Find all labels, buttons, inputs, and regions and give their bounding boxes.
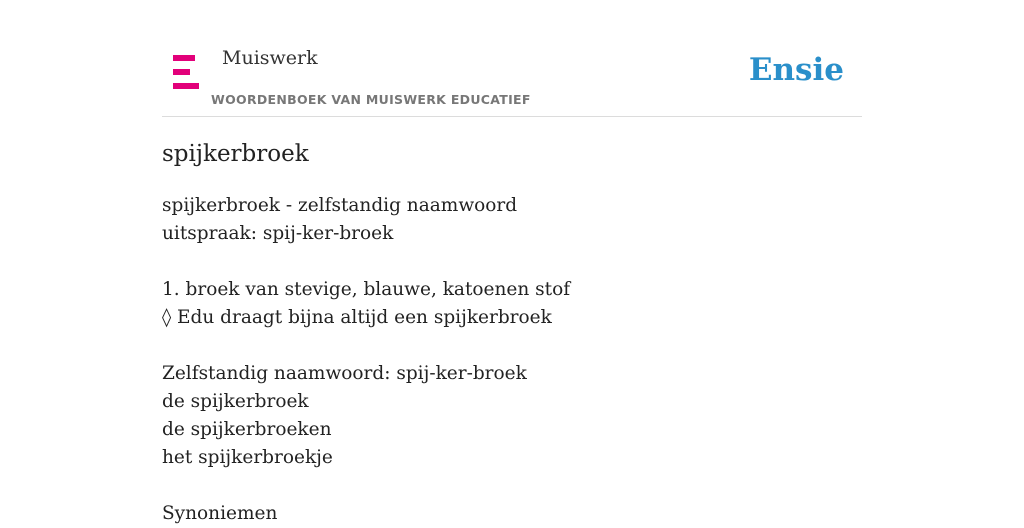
dictionary-entry xyxy=(162,192,570,528)
source-subtitle: WOORDENBOEK VAN MUISWERK EDUCATIEF xyxy=(211,92,531,107)
entry-form-diminutive: het spijkerbroekje xyxy=(162,447,333,468)
entry-grammar-heading: Zelfstandig naamwoord: spij-ker-broek xyxy=(162,363,527,384)
entry-spacer xyxy=(162,472,570,500)
entry-definition: 1. broek van stevige, blauwe, katoenen stof xyxy=(162,279,571,300)
entry-spacer xyxy=(162,332,570,360)
source-name[interactable]: Muiswerk xyxy=(222,47,318,69)
ensie-brand-link[interactable]: Ensie xyxy=(748,52,844,88)
entry-spacer xyxy=(162,248,570,276)
entry-synonyms-heading: Synoniemen xyxy=(162,503,278,524)
entry-form-plural: de spijkerbroeken xyxy=(162,419,332,440)
entry-example: ◊ Edu draagt bijna altijd een spijkerbroek xyxy=(162,307,552,328)
page-title: spijkerbroek xyxy=(162,141,309,167)
muiswerk-logo-icon[interactable] xyxy=(173,55,199,89)
page-container xyxy=(162,0,862,524)
site-header xyxy=(162,0,862,117)
entry-pronunciation: uitspraak: spij-ker-broek xyxy=(162,223,394,244)
entry-heading-line: spijkerbroek - zelfstandig naamwoord xyxy=(162,195,518,216)
entry-form-singular: de spijkerbroek xyxy=(162,391,309,412)
